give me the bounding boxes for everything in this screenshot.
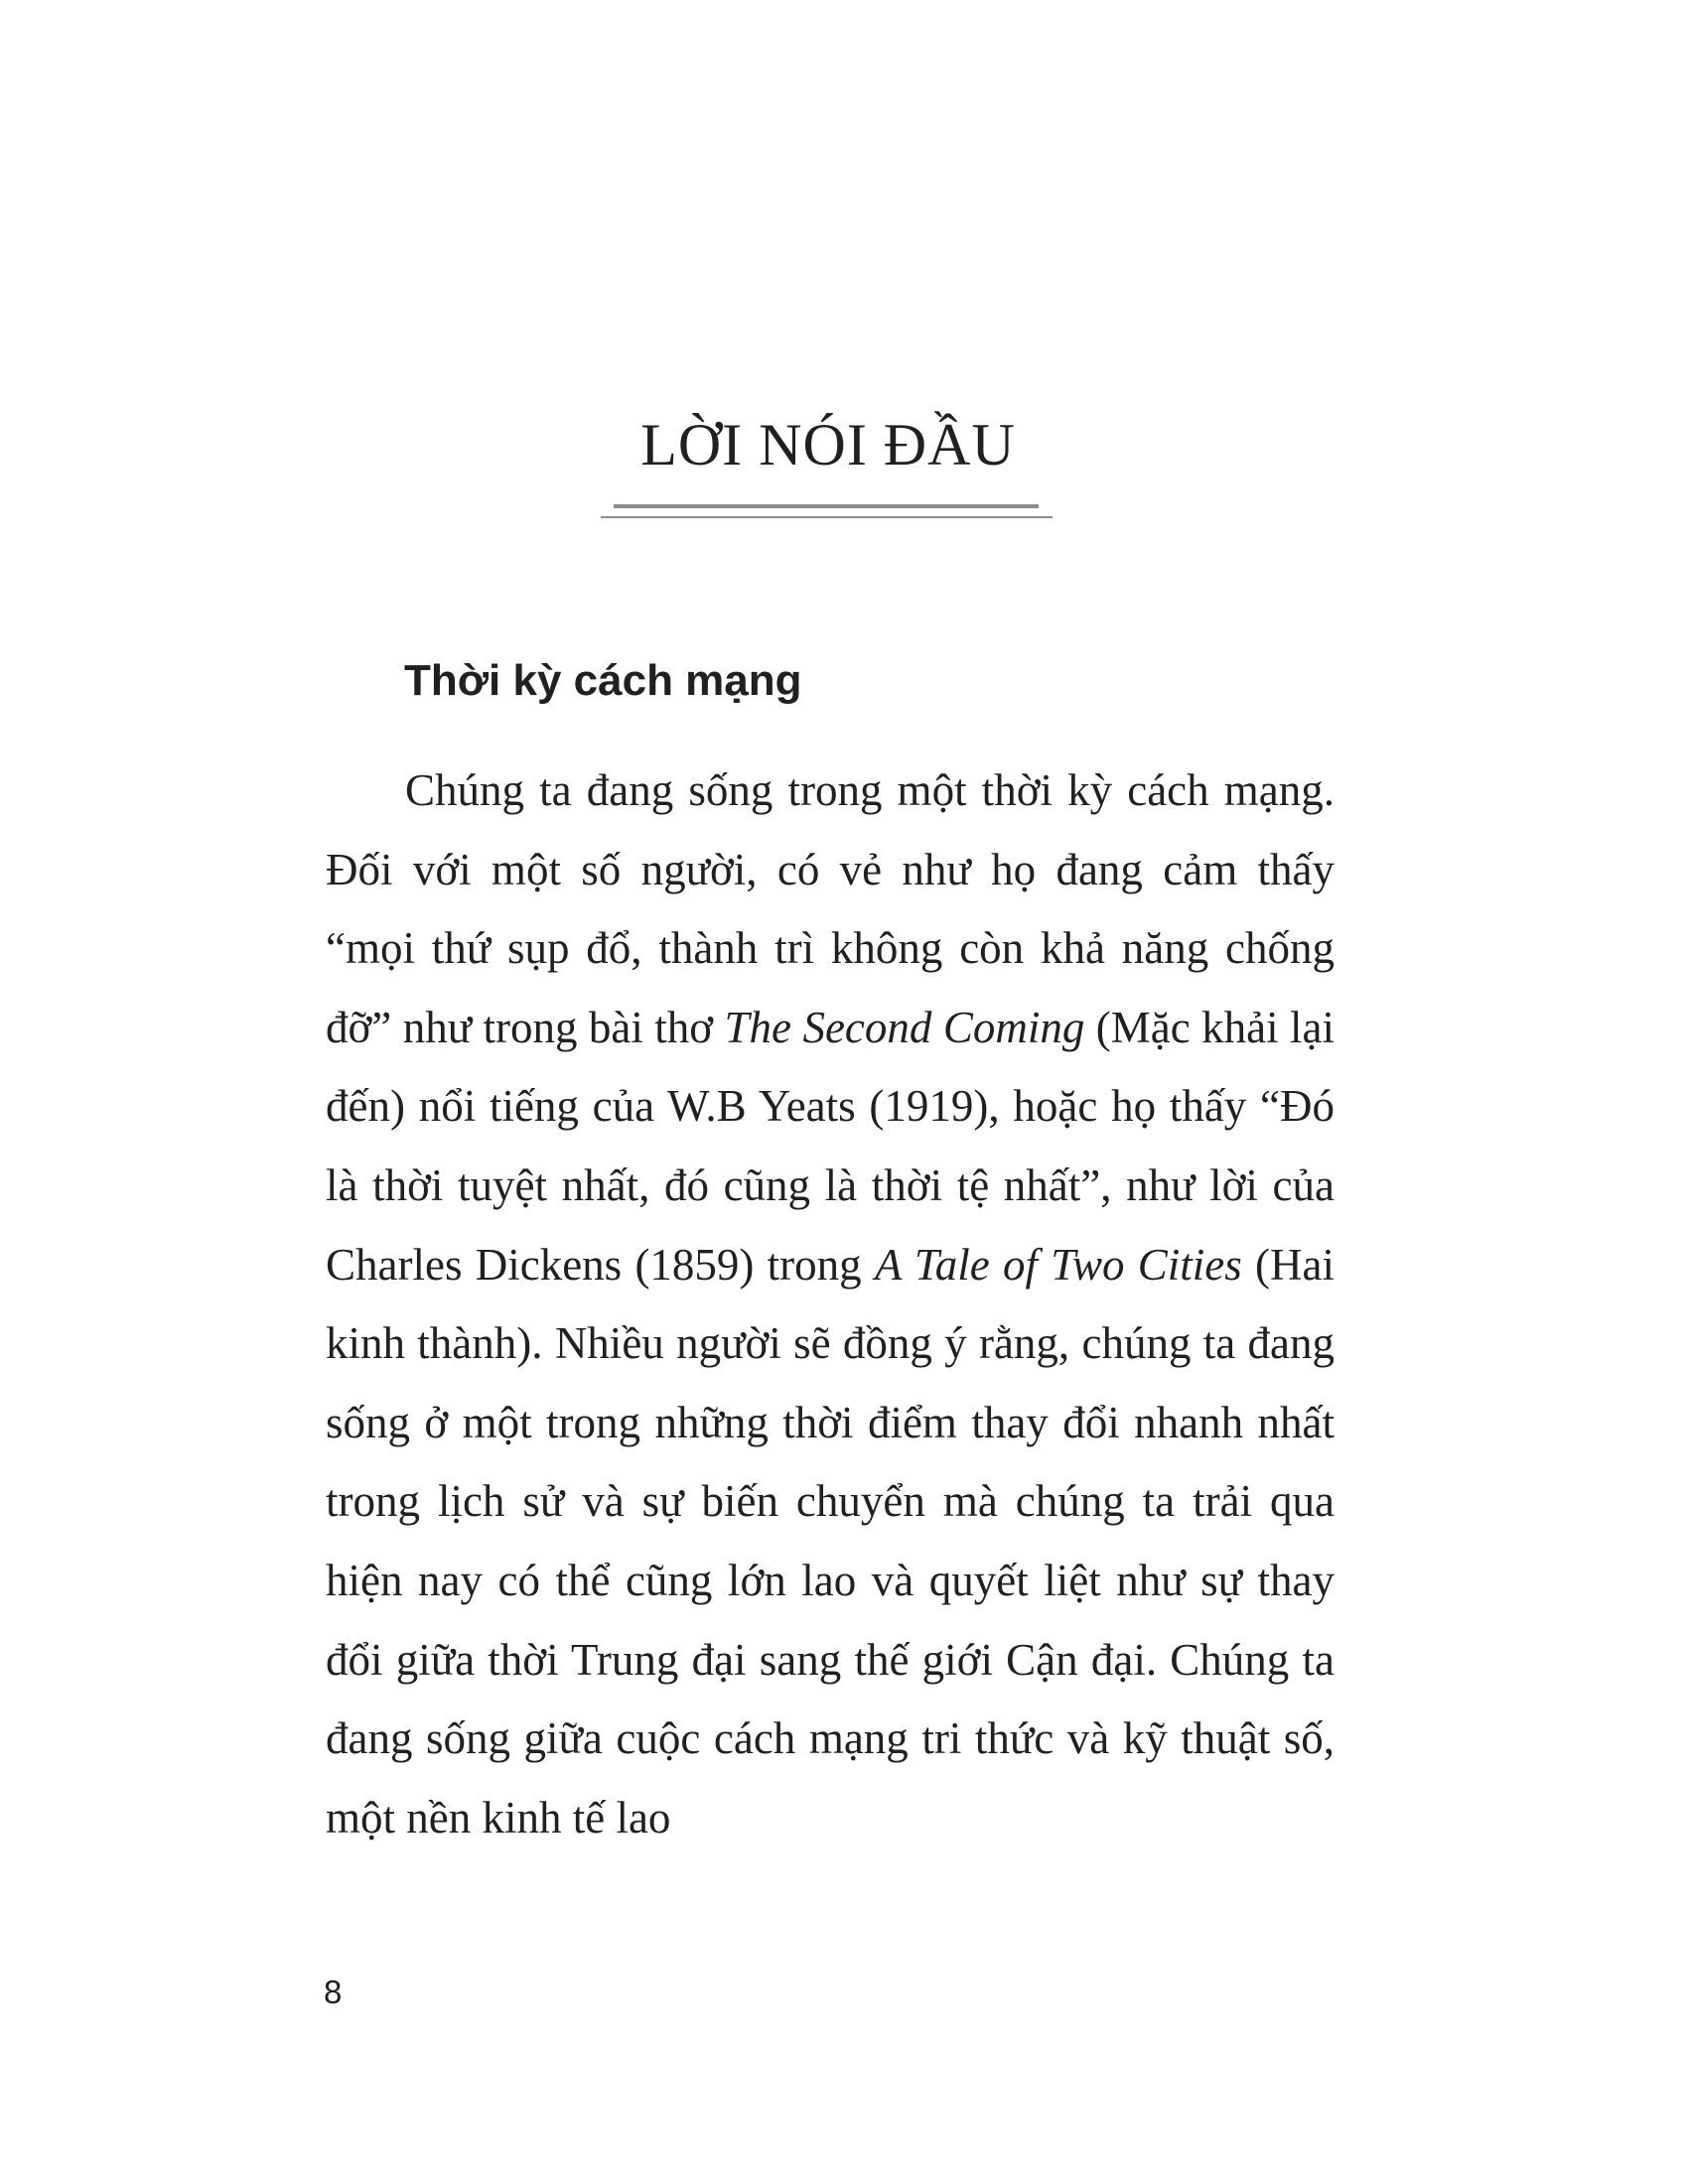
section-heading: Thời kỳ cách mạng	[404, 656, 802, 705]
body-paragraph	[326, 751, 1335, 1857]
poem-title: The Second Coming	[724, 1002, 1085, 1052]
paragraph-segment: (Hai kinh thành). Nhiều người sẽ đồng ý rằng, chúng ta đang sống ở một trong những thời điểm thay đổi nhanh nhất trong lịch sử và sự biến chuyển mà chúng ta trải qua hiện nay có thể cũng lớn lao và quyết liệt như sự thay đổi giữa thời Trung đại sang thế giới Cận đại. Chúng ta đang sống giữa cuộc cách mạng tri thức và kỹ thuật số, một nền kinh tế lao	[326, 1239, 1335, 1843]
title-rule-thick	[614, 504, 1039, 508]
paragraph-segment: Chúng ta đang sống trong một thời kỳ cách mạng. Đối với một số người, có vẻ như họ đang cảm thấy “mọi thứ sụp đổ, thành trì không còn khả năng chống đỡ” như trong bài thơ	[326, 765, 1335, 1052]
title-rule-thin	[601, 516, 1053, 518]
page-number: 8	[324, 1974, 343, 2010]
paragraph-segment: (Mặc khải lại đến) nổi tiếng của W.B Yeats (1919), hoặc họ thấy “Đó là thời tuyệt nhất, đó cũng là thời tệ nhất”, như lời của Charles Dickens (1859) trong	[326, 1002, 1336, 1290]
chapter-title: LỜI NÓI ĐẦU	[640, 412, 1016, 478]
novel-title: A Tale of Two Cities	[874, 1239, 1242, 1290]
